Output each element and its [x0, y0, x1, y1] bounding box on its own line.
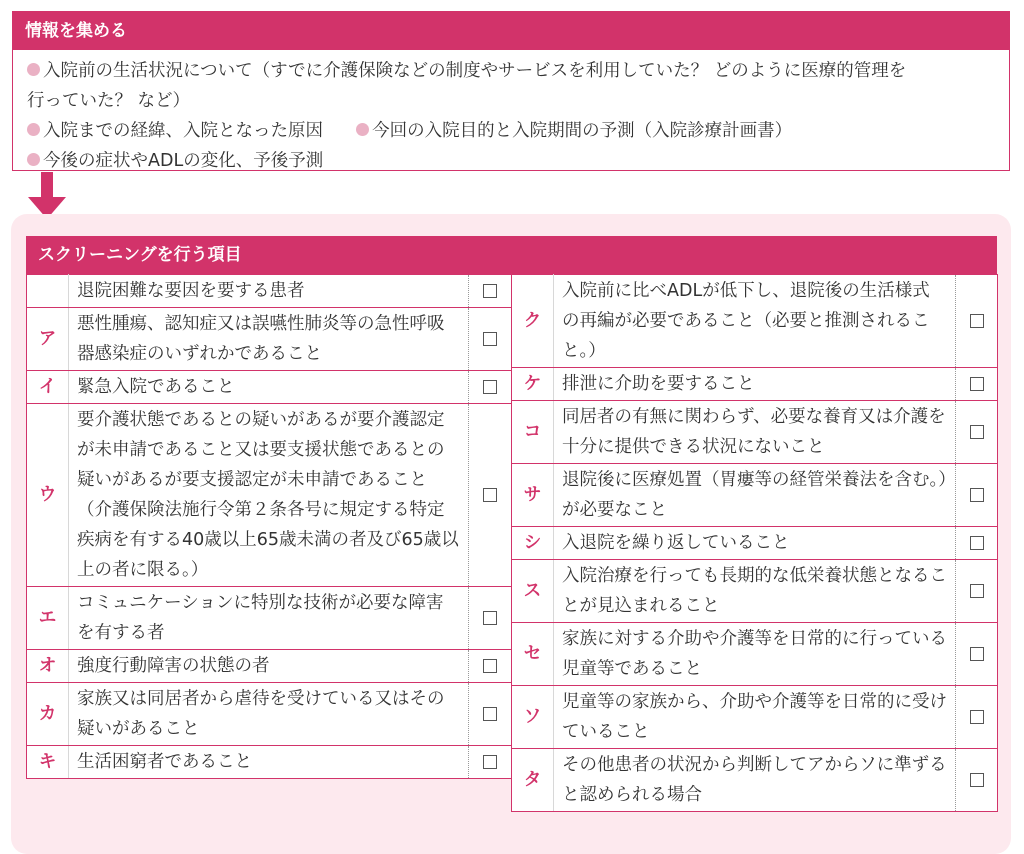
item-label — [27, 275, 69, 308]
item-text: 悪性腫瘍、認知症又は誤嚥性肺炎等の急性呼吸器感染症のいずれかであること — [69, 308, 469, 371]
item-label: カ — [27, 683, 69, 746]
item-label: セ — [512, 623, 554, 686]
checkbox[interactable] — [483, 488, 497, 502]
checkbox-cell[interactable] — [956, 275, 998, 368]
screening-row — [512, 749, 998, 812]
screening-row — [27, 371, 512, 404]
checkbox-cell[interactable] — [956, 527, 998, 560]
screening-table-left — [26, 274, 512, 779]
item-label: ク — [512, 275, 554, 368]
item-label: オ — [27, 650, 69, 683]
checkbox-cell[interactable] — [469, 650, 512, 683]
screening-row — [27, 308, 512, 371]
screening-row — [27, 746, 512, 779]
info-item: 今後の症状やADLの変化、予後予測 — [27, 146, 323, 176]
screening-row — [512, 464, 998, 527]
item-label: イ — [27, 371, 69, 404]
checkbox-cell[interactable] — [956, 560, 998, 623]
item-text: 入院前に比べADLが低下し、退院後の生活様式の再編が必要であること（必要と推測されること。） — [554, 275, 956, 368]
checkbox[interactable] — [483, 332, 497, 346]
item-label: キ — [27, 746, 69, 779]
screening-row — [27, 275, 512, 308]
screening-row — [27, 404, 512, 587]
checkbox[interactable] — [483, 380, 497, 394]
item-label: コ — [512, 401, 554, 464]
checkbox-cell[interactable] — [469, 746, 512, 779]
screening-row — [512, 527, 998, 560]
screening-row — [512, 275, 998, 368]
bullet-icon — [356, 123, 369, 136]
checkbox[interactable] — [970, 488, 984, 502]
item-label: サ — [512, 464, 554, 527]
checkbox[interactable] — [483, 284, 497, 298]
item-text: その他患者の状況から判断してアからソに準ずると認められる場合 — [554, 749, 956, 812]
checkbox-cell[interactable] — [469, 371, 512, 404]
item-label: ウ — [27, 404, 69, 587]
screening-row — [512, 686, 998, 749]
info-item-continued: 行っていた？ など） — [27, 91, 191, 111]
checkbox-cell[interactable] — [956, 686, 998, 749]
screening-row — [512, 560, 998, 623]
checkbox[interactable] — [483, 659, 497, 673]
screening-row — [27, 683, 512, 746]
screening-row — [512, 623, 998, 686]
item-text: 家族に対する介助や介護等を日常的に行っている児童等であること — [554, 623, 956, 686]
item-text: 排泄に介助を要すること — [554, 368, 956, 401]
item-text: コミュニケーションに特別な技術が必要な障害を有する者 — [69, 587, 469, 650]
screening-row — [512, 368, 998, 401]
down-arrow-icon — [41, 172, 53, 198]
checkbox[interactable] — [970, 647, 984, 661]
checkbox[interactable] — [970, 710, 984, 724]
checkbox[interactable] — [970, 536, 984, 550]
item-text: 緊急入院であること — [69, 371, 469, 404]
item-text: 退院困難な要因を要する患者 — [69, 275, 469, 308]
info-panel — [12, 11, 1010, 171]
item-text: 強度行動障害の状態の者 — [69, 650, 469, 683]
item-text: 入院治療を行っても長期的な低栄養状態となることが見込まれること — [554, 560, 956, 623]
item-text: 家族又は同居者から虐待を受けている又はその疑いがあること — [69, 683, 469, 746]
checkbox[interactable] — [970, 314, 984, 328]
item-text: 入退院を繰り返していること — [554, 527, 956, 560]
bullet-icon — [27, 153, 40, 166]
item-text: 要介護状態であるとの疑いがあるが要介護認定が未申請であること又は要支援状態であるとの疑いがあるが要支援認定が未申請であること（介護保険法施行令第２条各号に規定する特定疾病を有する40歳以上65歳未満の者及び65歳以上の者に限る。） — [69, 404, 469, 587]
item-text: 児童等の家族から、介助や介護等を日常的に受けていること — [554, 686, 956, 749]
bullet-icon — [27, 123, 40, 136]
info-item-row: 入院までの経緯、入院となった原因 今回の入院目的と入院期間の予測（入院診療計画書） — [27, 116, 792, 146]
screening-row — [27, 587, 512, 650]
info-title: 情報を集める — [13, 12, 1009, 50]
checkbox-cell[interactable] — [469, 683, 512, 746]
item-label: ケ — [512, 368, 554, 401]
info-item: 入院前の生活状況について（すでに介護保険などの制度やサービスを利用していた？ どのように医療的管理を — [27, 56, 906, 86]
item-label: ソ — [512, 686, 554, 749]
screening-row — [27, 650, 512, 683]
checkbox-cell[interactable] — [956, 368, 998, 401]
item-label: ア — [27, 308, 69, 371]
checkbox-cell[interactable] — [469, 404, 512, 587]
item-text: 生活困窮者であること — [69, 746, 469, 779]
checkbox[interactable] — [970, 584, 984, 598]
screening-title: スクリーニングを行う項目 — [26, 236, 997, 274]
item-text: 同居者の有無に関わらず、必要な養育又は介護を十分に提供できる状況にないこと — [554, 401, 956, 464]
screening-table-right — [511, 274, 998, 812]
bullet-icon — [27, 63, 40, 76]
checkbox-cell[interactable] — [956, 749, 998, 812]
item-label: エ — [27, 587, 69, 650]
checkbox-cell[interactable] — [956, 464, 998, 527]
item-label: ス — [512, 560, 554, 623]
screening-row — [512, 401, 998, 464]
item-label: タ — [512, 749, 554, 812]
checkbox[interactable] — [483, 611, 497, 625]
checkbox-cell[interactable] — [469, 308, 512, 371]
item-label: シ — [512, 527, 554, 560]
checkbox-cell[interactable] — [469, 275, 512, 308]
item-text: 退院後に医療処置（胃瘻等の経管栄養法を含む。）が必要なこと — [554, 464, 956, 527]
checkbox-cell[interactable] — [469, 587, 512, 650]
checkbox[interactable] — [970, 377, 984, 391]
checkbox[interactable] — [970, 425, 984, 439]
checkbox[interactable] — [970, 773, 984, 787]
checkbox-cell[interactable] — [956, 623, 998, 686]
checkbox-cell[interactable] — [956, 401, 998, 464]
checkbox[interactable] — [483, 755, 497, 769]
checkbox[interactable] — [483, 707, 497, 721]
